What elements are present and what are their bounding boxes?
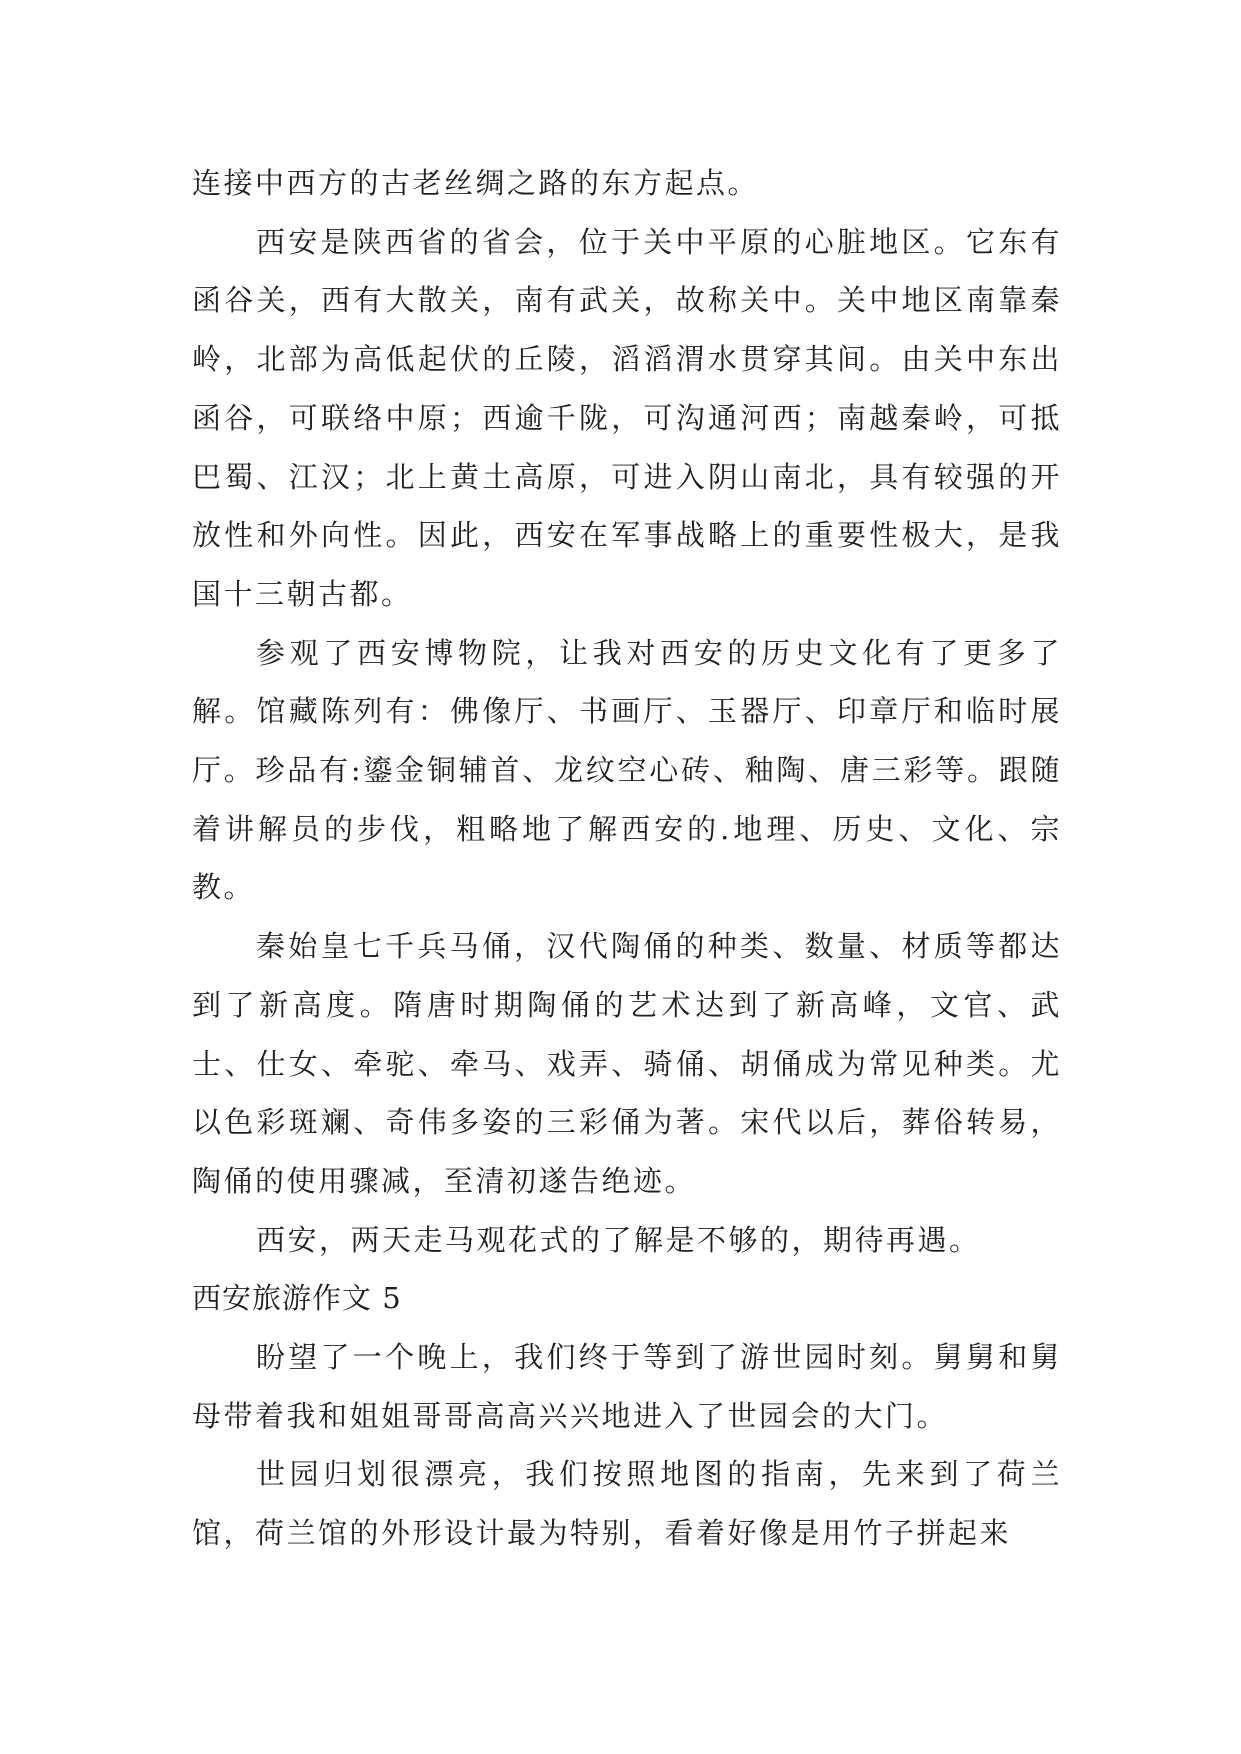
paragraph-terracotta: 秦始皇七千兵马俑，汉代陶俑的种类、数量、材质等都达到了新高度。隋唐时期陶俑的艺术达到了新高峰，文官、武士、仕女、牵驼、牵马、戏弄、骑俑、胡俑成为常见种类。尤以色彩斑斓、奇伟多姿的三彩俑为著。宋代以后，葬俗转易，陶俑的使用骤减，至清初遂告绝迹。 <box>192 929 1062 1198</box>
paragraph-continuation: 连接中西方的古老丝绸之路的东方起点。 <box>192 166 760 200</box>
paragraph-xian-geography: 西安是陕西省的省会，位于关中平原的心脏地区。它东有函谷关，西有大散关，南有武关，故称关中。关中地区南靠秦岭，北部为高低起伏的丘陵，滔滔渭水贯穿其间。由关中东出函谷，可联络中原；西逾千陇，可沟通河西；南越秦岭，可抵巴蜀、江汉；北上黄土高原，可进入阴山南北，具有较强的开放性和外向性。因此，西安在军事战略上的重要性极大，是我国十三朝古都。 <box>192 224 1062 611</box>
paragraph-expo-netherlands: 世园归划很漂亮，我们按照地图的指南，先来到了荷兰馆，荷兰馆的外形设计最为特别，看着好像是用竹子拼起来 <box>192 1457 1062 1551</box>
paragraph-closing: 西安，两天走马观花式的了解是不够的，期待再遇。 <box>256 1222 981 1257</box>
section-heading: 西安旅游作文 5 <box>192 1281 402 1316</box>
paragraph-xian-museum: 参观了西安博物院，让我对西安的历史文化有了更多了解。馆藏陈列有：佛像厅、书画厅、玉器厅、印章厅和临时展厅。珍品有:鎏金铜辅首、龙纹空心砖、釉陶、唐三彩等。跟随着讲解员的步伐，粗略地了解西安的.地理、历史、文化、宗教。 <box>192 635 1062 905</box>
document-body <box>192 154 1062 1563</box>
paragraph-expo-arrival: 盼望了一个晚上，我们终于等到了游世园时刻。舅舅和舅母带着我和姐姐哥哥高高兴兴地进入了世园会的大门。 <box>192 1340 1062 1433</box>
